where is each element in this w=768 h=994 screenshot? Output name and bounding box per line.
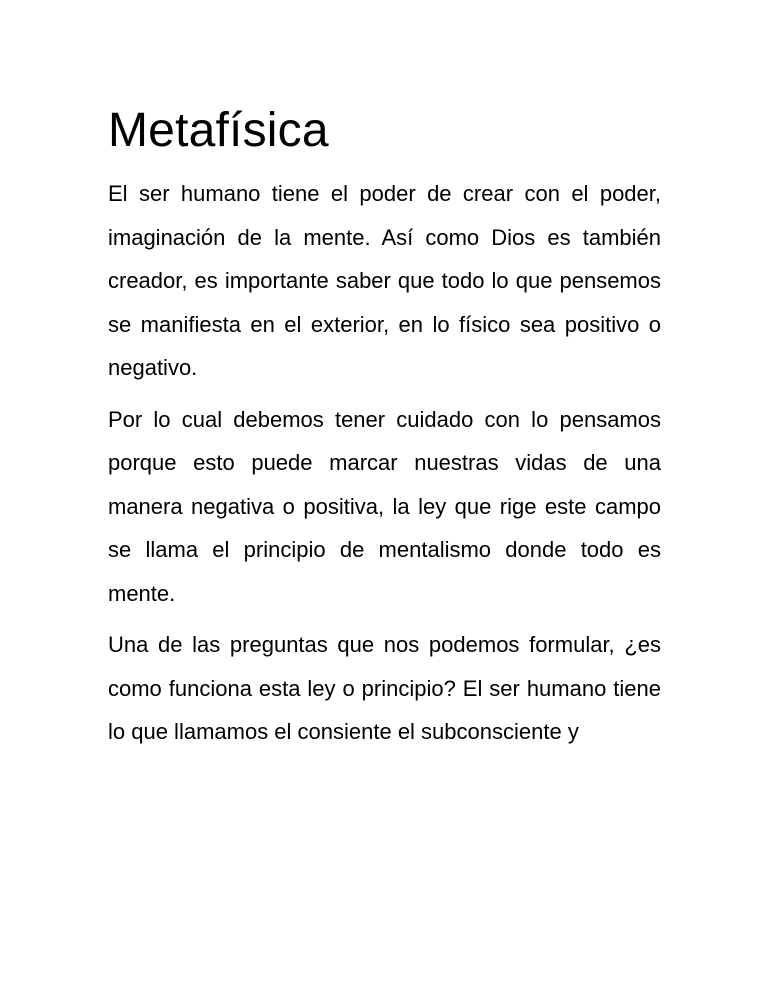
paragraph-3: Una de las preguntas que nos podemos formular, ¿es como funciona esta ley o principio? El ser humano tiene lo que llamamos el consiente el subconsciente y	[108, 632, 661, 744]
paragraph-1: El ser humano tiene el poder de crear con el poder, imaginación de la mente. Así como Dios es también creador, es importante saber que todo lo que pensemos se manifiesta en el exterior, en lo físico sea positivo o negativo.	[108, 181, 661, 380]
document-title: Metafísica	[108, 104, 329, 157]
document-body	[108, 96, 661, 762]
paragraph-2: Por lo cual debemos tener cuidado con lo pensamos porque esto puede marcar nuestras vidas de una manera negativa o positiva, la ley que rige este campo se llama el principio de mentalismo donde todo es mente.	[108, 406, 661, 606]
